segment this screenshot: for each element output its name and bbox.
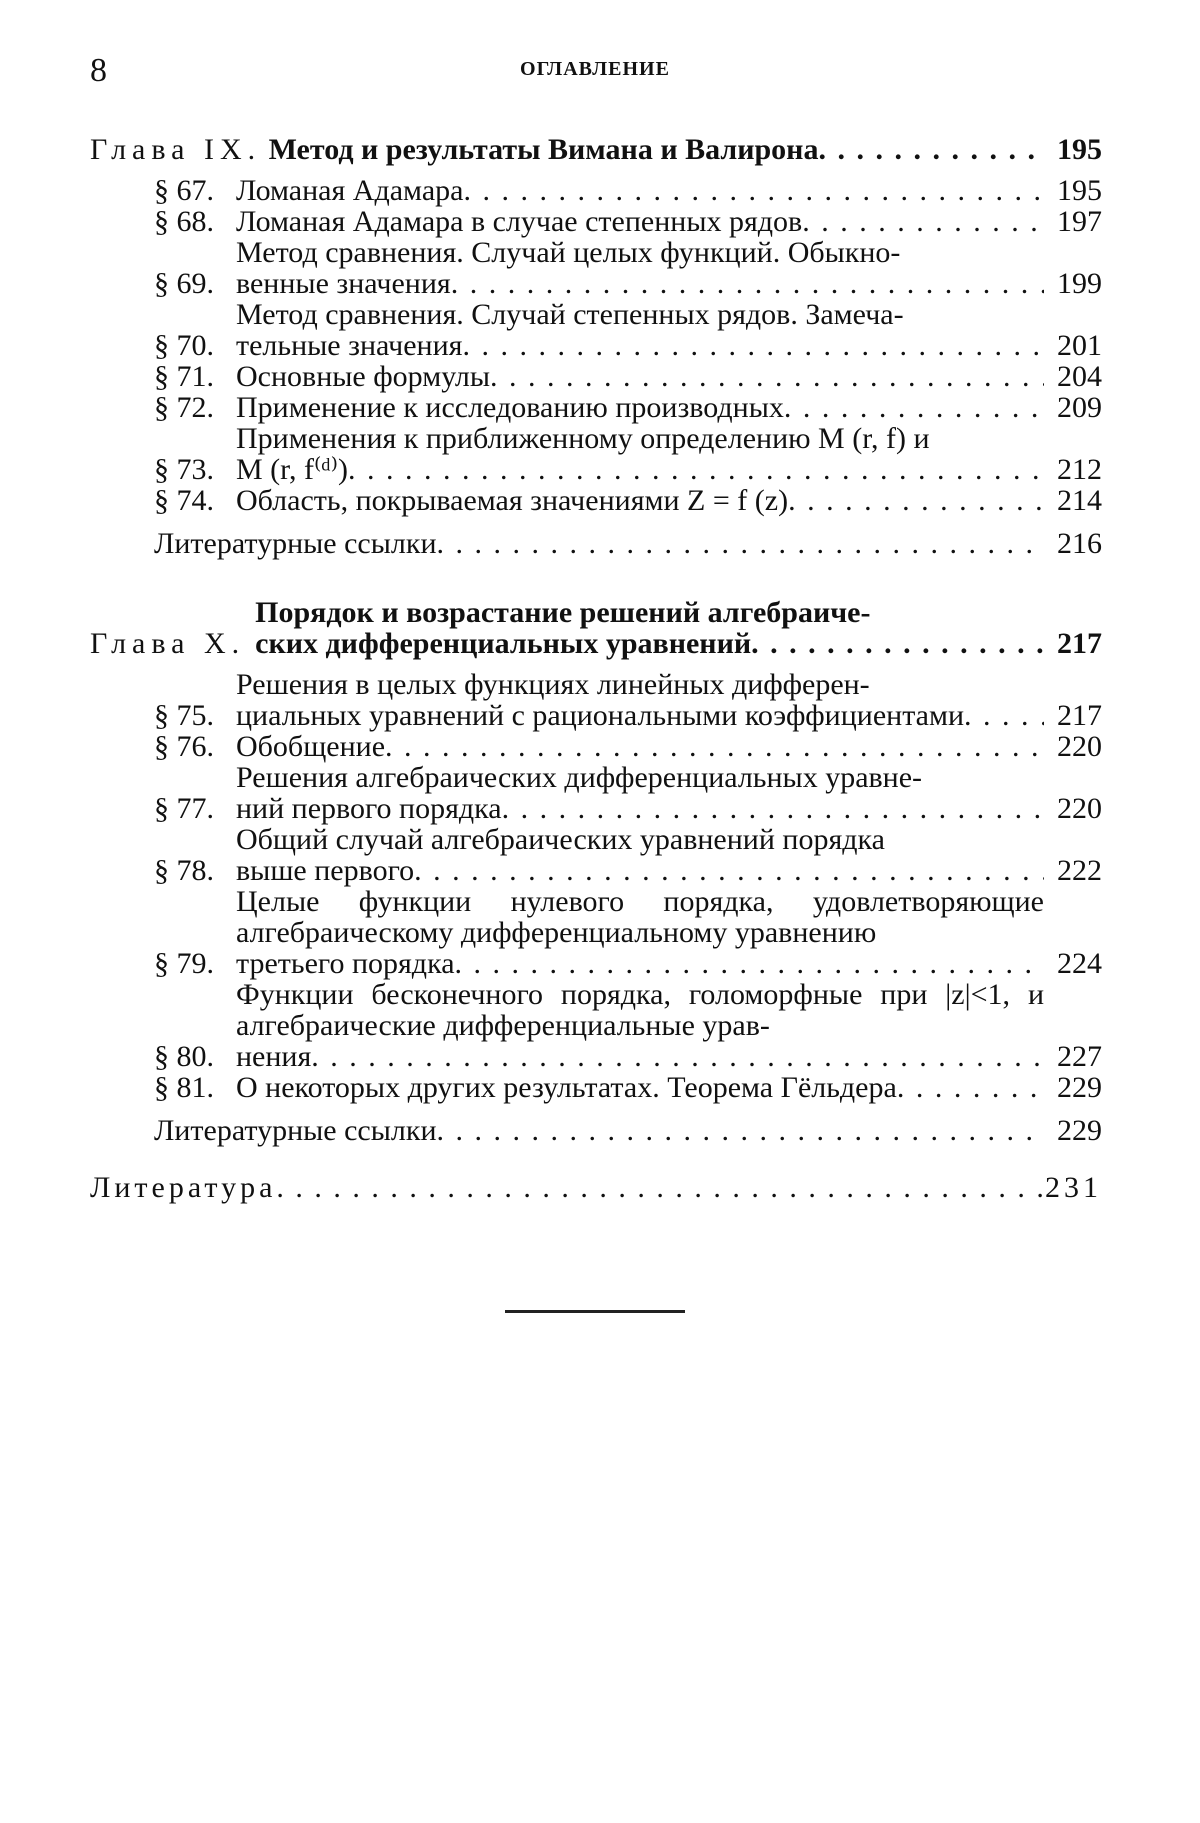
table-of-contents: [90, 134, 1102, 1203]
dot-leader: [463, 175, 1044, 206]
section-number: § 70.: [154, 329, 214, 362]
section-page: 220: [1057, 792, 1102, 825]
section-page: 229: [1057, 1071, 1102, 1104]
section-title: тельные значения: [236, 329, 463, 362]
section-entry: [90, 299, 1102, 361]
dot-leader: [348, 454, 1044, 485]
chapter-9-sections: [90, 175, 1102, 516]
dot-leader: [490, 361, 1044, 392]
references-page: 216: [1057, 527, 1102, 560]
section-title: выше первого: [236, 854, 415, 887]
section-number: § 79.: [154, 947, 214, 980]
section-entry: [90, 361, 1102, 392]
references-page: 229: [1057, 1114, 1102, 1147]
page-header: [90, 52, 1100, 92]
section-number: § 80.: [154, 1040, 214, 1073]
section-title: нения: [236, 1040, 312, 1073]
literature-page: 231: [1045, 1171, 1102, 1204]
dot-leader: [784, 392, 1044, 423]
chapter-10-title-line2: ских дифференциальных уравнений: [255, 627, 752, 660]
section-page: 220: [1057, 730, 1102, 763]
section-entry: [90, 979, 1102, 1072]
chapter-9-title: Метод и результаты Вимана и Валирона: [268, 133, 819, 166]
dot-leader: [964, 700, 1044, 731]
chapter-10-title-line1: Порядок и возрастание решений алгебраиче-: [255, 596, 871, 629]
section-title-lines: Метод сравнения. Случай целых функций. Обыкно-: [236, 236, 901, 269]
end-rule: [505, 1310, 685, 1313]
section-number: § 77.: [154, 792, 214, 825]
section-title-lines: Метод сравнения. Случай степенных рядов. Замеча-: [236, 298, 904, 331]
section-title-lines: Решения в целых функциях линейных дифферен-: [236, 668, 870, 701]
dot-leader: [455, 948, 1044, 979]
section-title-lines: Применения к приближенному определению M (r, f) и: [236, 422, 930, 455]
section-number: § 76.: [154, 730, 214, 763]
page-number: 8: [90, 52, 107, 89]
dot-leader: [414, 855, 1044, 886]
dot-leader: [385, 731, 1044, 762]
section-entry: [90, 669, 1102, 731]
section-number: § 69.: [154, 267, 214, 300]
section-page: 197: [1057, 205, 1102, 238]
chapter-10-page: 217: [1057, 627, 1102, 660]
chapter-10-sections: [90, 669, 1102, 1103]
section-page: 195: [1057, 174, 1102, 207]
dot-leader: [437, 528, 1045, 559]
chapter-9-label: Глава IX.: [90, 133, 262, 166]
section-title-lines: Целые функции нулевого порядка, удовлетворяющие алгебраическому дифференциальному уравнению: [236, 885, 1044, 949]
section-title-lines: Функции бесконечного порядка, голоморфные при |z|<1, и алгебраические дифференциальные урав-: [236, 978, 1044, 1042]
section-entry: [90, 237, 1102, 299]
section-title: венные значения: [236, 267, 451, 300]
section-page: 209: [1057, 391, 1102, 424]
section-title: ний первого порядка: [236, 792, 502, 825]
dot-leader: [311, 1041, 1044, 1072]
literature-entry: [90, 1172, 1102, 1203]
section-number: § 73.: [154, 453, 214, 486]
section-number: § 71.: [154, 360, 214, 393]
section-number: § 68.: [154, 205, 214, 238]
chapter-10-references: [90, 1115, 1102, 1146]
dot-leader: [751, 628, 1044, 659]
dot-leader: [897, 1072, 1044, 1103]
section-entry: [90, 762, 1102, 824]
section-title: Область, покрываемая значениями Z = f (z): [236, 484, 789, 517]
section-title: Ломаная Адамара в случае степенных рядов: [236, 205, 803, 238]
section-entry: [90, 423, 1102, 485]
section-page: 222: [1057, 854, 1102, 887]
dot-leader: [802, 206, 1044, 237]
chapter-9-page: 195: [1057, 133, 1102, 166]
section-page: 224: [1057, 947, 1102, 980]
section-number: § 81.: [154, 1071, 214, 1104]
section-entry: [90, 175, 1102, 206]
running-title: ОГЛАВЛЕНИЕ: [520, 58, 670, 80]
dot-leader: [462, 330, 1044, 361]
section-title: циальных уравнений с рациональными коэффициентами: [236, 699, 965, 732]
section-page: 227: [1057, 1040, 1102, 1073]
section-page: 214: [1057, 484, 1102, 517]
section-entry: [90, 731, 1102, 762]
section-page: 201: [1057, 329, 1102, 362]
section-entry: [90, 392, 1102, 423]
section-page: 204: [1057, 360, 1102, 393]
section-title: Применение к исследованию производных: [236, 391, 784, 424]
section-title: M (r, f⁽ᵈ⁾): [236, 453, 349, 486]
dot-leader: [451, 268, 1044, 299]
dot-leader: [818, 134, 1044, 165]
section-page: 212: [1057, 453, 1102, 486]
section-title: Основные формулы: [236, 360, 491, 393]
literature-label: Литература: [90, 1171, 277, 1204]
chapter-9-entry: [90, 134, 1102, 165]
section-entry: [90, 886, 1102, 979]
section-number: § 75.: [154, 699, 214, 732]
dot-leader: [788, 485, 1044, 516]
dot-leader: [276, 1172, 1044, 1203]
section-title: Обобщение: [236, 730, 386, 763]
chapter-10-entry: [90, 597, 1102, 659]
section-title: О некоторых других результатах. Теорема Гёльдера: [236, 1071, 897, 1104]
chapter-10-label: Глава X.: [90, 627, 246, 660]
section-title: третьего порядка: [236, 947, 455, 980]
section-title-lines: Решения алгебраических дифференциальных уравне-: [236, 761, 923, 794]
section-number: § 67.: [154, 174, 214, 207]
references-label: Литературные ссылки: [154, 1114, 437, 1147]
section-page: 199: [1057, 267, 1102, 300]
section-title-lines: Общий случай алгебраических уравнений порядка: [236, 823, 885, 856]
section-number: § 78.: [154, 854, 214, 887]
section-entry: [90, 206, 1102, 237]
section-entry: [90, 485, 1102, 516]
chapter-9-references: [90, 528, 1102, 559]
references-label: Литературные ссылки: [154, 527, 437, 560]
section-title: Ломаная Адамара: [236, 174, 464, 207]
section-number: § 74.: [154, 484, 214, 517]
section-entry: [90, 824, 1102, 886]
section-number: § 72.: [154, 391, 214, 424]
section-entry: [90, 1072, 1102, 1103]
dot-leader: [437, 1115, 1045, 1146]
dot-leader: [502, 793, 1044, 824]
section-page: 217: [1057, 699, 1102, 732]
